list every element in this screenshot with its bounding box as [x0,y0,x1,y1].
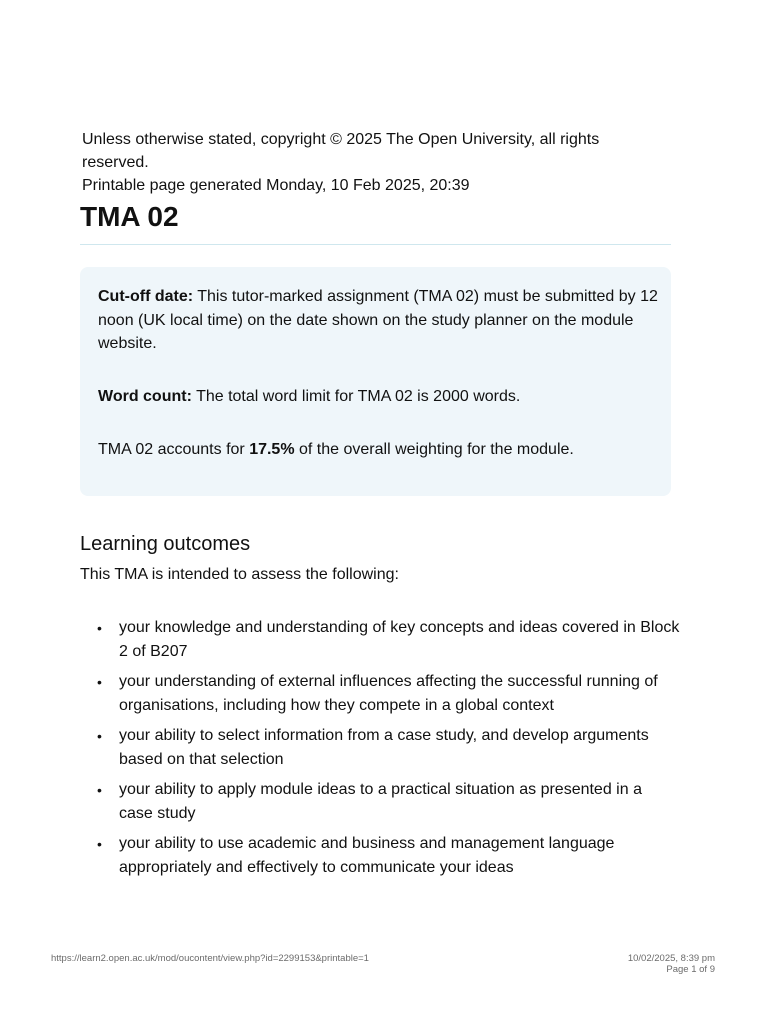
footer-meta [628,953,715,975]
list-item-text: your knowledge and understanding of key concepts and ideas covered in Block 2 of B207 [119,619,680,660]
learning-outcomes-intro: This TMA is intended to assess the following: [80,566,399,583]
weighting-value: 17.5% [249,441,295,458]
footer-datetime: 10/02/2025, 8:39 pm [627,953,715,964]
list-item-text: your ability to use academic and business and management language appropriately and effectively to communicate your ideas [119,835,615,876]
word-count-label: Word count: [98,388,192,405]
bullet-icon: • [97,620,102,636]
bullet-icon: • [97,782,102,798]
bullet-icon: • [97,836,102,852]
cutoff-date-label: Cut-off date: [98,288,194,305]
learning-outcomes-list [80,616,680,886]
bullet-icon: • [97,728,102,744]
list-item [80,670,680,718]
cutoff-date-paragraph [98,285,658,356]
title-divider [80,244,671,245]
weighting-paragraph [98,438,658,462]
assignment-info-box [80,267,671,496]
list-item-text: your understanding of external influences affecting the successful running of organisations, including how they compete in a global context [119,673,658,714]
list-item-text: your ability to select information from a case study, and develop arguments based on that selection [119,727,649,768]
learning-outcomes-heading: Learning outcomes [80,533,251,555]
weighting-text-after: of the overall weighting for the module. [294,441,574,458]
bullet-icon: • [97,674,102,690]
list-item [80,778,680,826]
copyright-notice: Unless otherwise stated, copyright © 2025 The Open University, all rights reserved. [82,131,600,171]
footer-page-url: https://learn2.open.ac.uk/mod/oucontent/view.php?id=2299153&printable=1 [51,953,369,964]
weighting-text-before: TMA 02 accounts for [98,441,250,458]
page-title: TMA 02 [80,201,179,232]
list-item [80,724,680,772]
list-item-text: your ability to apply module ideas to a practical situation as presented in a case study [119,781,642,822]
word-count-text: The total word limit for TMA 02 is 2000 words. [196,388,521,405]
cutoff-date-text: This tutor-marked assignment (TMA 02) must be submitted by 12 noon (UK local time) on the date shown on the study planner on the module website. [98,288,658,352]
footer-page-number: Page 1 of 9 [666,964,715,975]
list-item [80,616,680,664]
word-count-paragraph [98,385,658,409]
list-item [80,832,680,880]
generated-timestamp: Printable page generated Monday, 10 Feb 2025, 20:39 [82,177,470,194]
